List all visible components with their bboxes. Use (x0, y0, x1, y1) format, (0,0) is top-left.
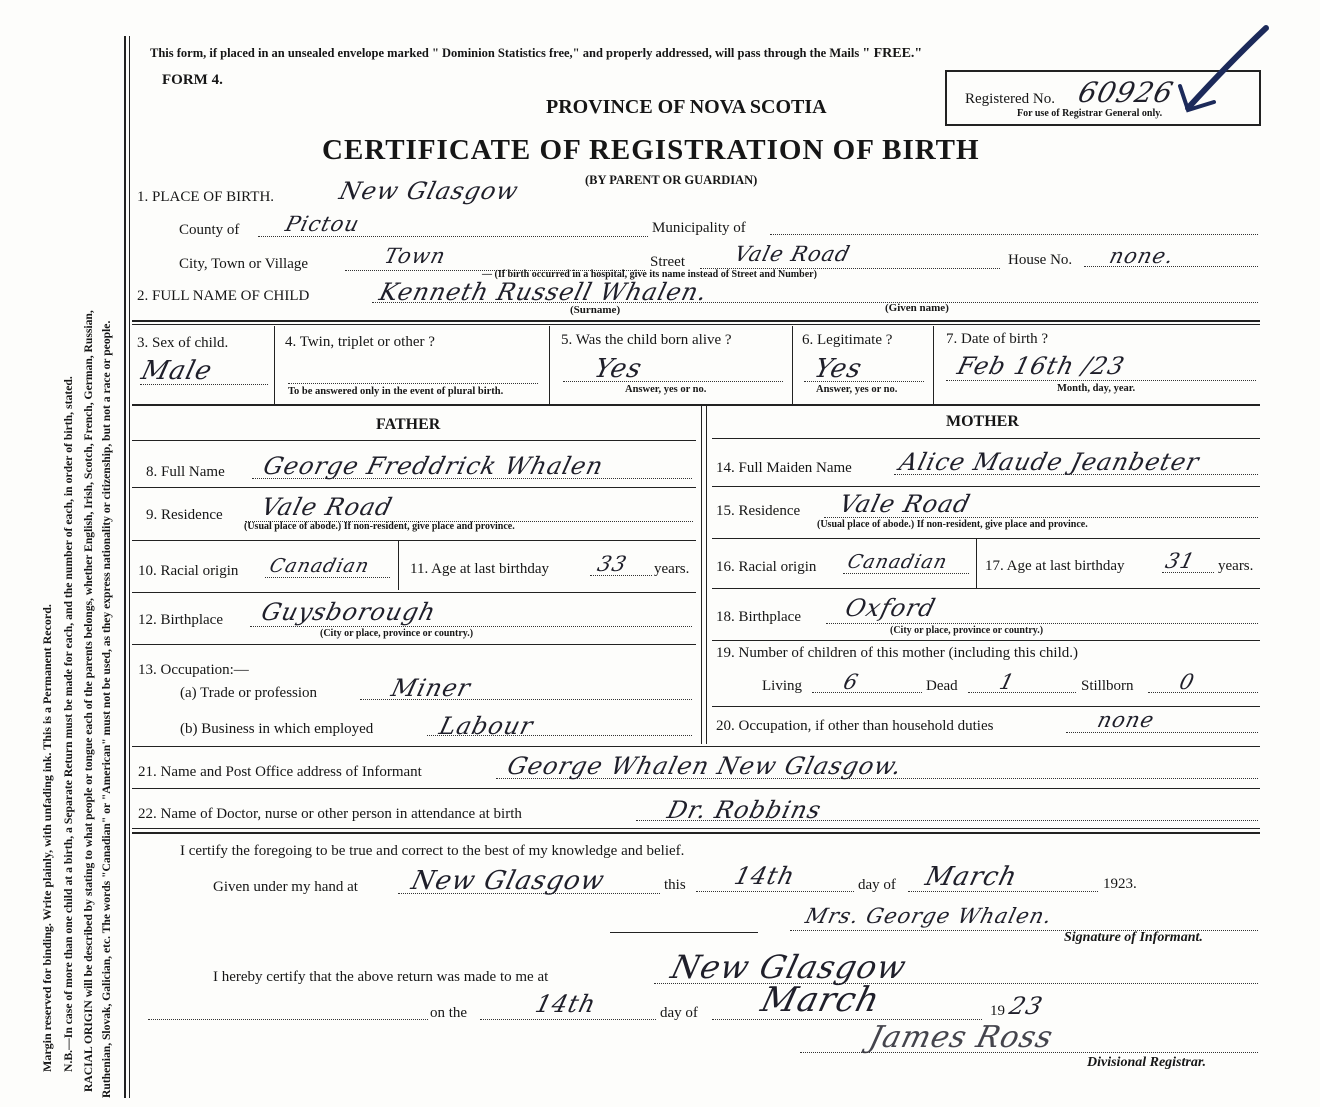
born-alive-note: Answer, yes or no. (625, 384, 707, 395)
certificate-subtitle: (BY PARENT OR GUARDIAN) (585, 173, 758, 187)
father-name-label: 8. Full Name (146, 464, 225, 480)
father-occupation-label: 13. Occupation:— (138, 662, 249, 678)
margin-rule-inner (129, 36, 130, 1098)
father-business-label: (b) Business in which employed (180, 721, 374, 737)
informant-label: 21. Name and Post Office address of Informant (138, 764, 422, 780)
mail-note: This form, if placed in an unsealed envelope marked " Dominion Statistics free," and properly addressed, will pass through the Mails " FREE." (150, 46, 923, 61)
day-of-label: day of (858, 877, 896, 893)
mother-birthplace-value: Oxford (842, 594, 939, 622)
hereby-place-value: New Glasgow (667, 948, 911, 986)
on-the-label: on the (430, 1005, 468, 1021)
legitimate-note: Answer, yes or no. (816, 384, 898, 395)
surname-note: (Surname) (570, 304, 621, 316)
county-label: County of (179, 222, 240, 238)
mother-racial-value: Canadian (845, 551, 950, 573)
mother-residence-value: Vale Road (836, 490, 974, 518)
county-value: Pictou (283, 212, 363, 236)
mother-living-value: 6 (841, 670, 862, 694)
year-prefix: 19 (990, 1003, 1005, 1019)
margin-rule (124, 36, 126, 1098)
mother-name-value: Alice Maude Jeanbeter (896, 448, 1203, 476)
informant-value: George Whalen New Glasgow. (504, 752, 906, 780)
date-of-birth-value: Feb 16th /23 (954, 352, 1128, 380)
house-number-value: none. (1107, 244, 1177, 268)
doctor-value: Dr. Robbins (664, 796, 825, 824)
certify-statement: I certify the foregoing to be true and correct to the best of my knowledge and belief. (180, 843, 685, 859)
child-name-value: Kenneth Russell Whalen. (376, 278, 711, 306)
father-birthplace-note: (City or place, province or country.) (320, 628, 474, 639)
given-day-value: 14th (731, 862, 799, 890)
father-heading: FATHER (376, 416, 441, 433)
legitimate-label: 6. Legitimate ? (802, 332, 893, 348)
registered-number: 60926 (1074, 76, 1178, 109)
doctor-label: 22. Name of Doctor, nurse or other person in attendance at birth (138, 806, 522, 822)
mother-stillborn-label: Stillborn (1081, 678, 1134, 694)
signature-label: Signature of Informant. (1064, 930, 1203, 945)
mother-occupation-label: 20. Occupation, if other than household duties (716, 718, 994, 734)
father-residence-note: (Usual place of abode.) If non-resident, give place and province. (244, 521, 515, 532)
given-under-label: Given under my hand at (213, 879, 358, 895)
mother-dead-label: Dead (926, 678, 958, 694)
check-mark-icon (1170, 22, 1280, 122)
father-birthplace-label: 12. Birthplace (138, 612, 223, 628)
mother-racial-label: 16. Racial origin (716, 559, 817, 575)
twin-note: To be answered only in the event of plural birth. (288, 386, 504, 397)
mother-age-label: 17. Age at last birthday (985, 558, 1125, 574)
given-year-value: 1923. (1103, 876, 1137, 892)
municipality-label: Municipality of (652, 220, 746, 236)
father-trade-value: Miner (388, 674, 474, 702)
father-racial-value: Canadian (267, 555, 372, 577)
form-number: FORM 4. (162, 72, 223, 88)
margin-note-binding: Margin reserved for binding. Write plainly, with unfading ink. This is a Permanent Record. (40, 604, 54, 1072)
mother-living-label: Living (762, 678, 802, 694)
born-alive-value: Yes (591, 354, 646, 384)
born-alive-label: 5. Was the child born alive ? (561, 332, 732, 348)
father-business-value: Labour (436, 712, 537, 740)
mother-name-label: 14. Full Maiden Name (716, 460, 852, 476)
father-residence-value: Vale Road (258, 493, 396, 521)
date-of-birth-note: Month, day, year. (1057, 383, 1136, 394)
house-number-label: House No. (1008, 252, 1073, 268)
hospital-note: — (If birth occurred in a hospital, give its name instead of Street and Number) (482, 269, 817, 280)
registered-label: Registered No. (965, 91, 1055, 107)
twin-label: 4. Twin, triplet or other ? (285, 334, 435, 350)
date-of-birth-label: 7. Date of birth ? (946, 331, 1049, 347)
mother-birthplace-note: (City or place, province or country.) (890, 625, 1044, 636)
father-years-label: years. (654, 561, 690, 577)
mother-children-label: 19. Number of children of this mother (including this child.) (716, 645, 1079, 661)
city-value: Town (382, 244, 449, 268)
sex-label: 3. Sex of child. (137, 335, 229, 351)
given-name-note: (Given name) (885, 302, 949, 314)
street-value: Vale Road (732, 242, 853, 266)
on-month-value: March (757, 980, 885, 1020)
on-year-value: 23 (1006, 992, 1047, 1020)
father-racial-label: 10. Racial origin (138, 563, 239, 579)
street-label: Street (650, 254, 685, 270)
father-age-value: 33 (595, 552, 630, 576)
mother-heading: MOTHER (946, 413, 1019, 430)
margin-note-nb: N.B.—In case of more than one child at a birth, a Separate Return must be made for each, and the number of each, in order of birth, stated. (62, 376, 75, 1072)
given-place-value: New Glasgow (408, 866, 608, 896)
day-of-label-2: day of (660, 1005, 698, 1021)
registrar-signature: James Ross (865, 1020, 1057, 1055)
place-of-birth-label: 1. PLACE OF BIRTH. (137, 189, 275, 205)
father-name-value: George Freddrick Whalen (260, 452, 607, 480)
informant-signature: Mrs. George Whalen. (803, 904, 1056, 928)
mother-residence-note: (Usual place of abode.) If non-resident, give place and province. (817, 519, 1088, 530)
place-of-birth-value: New Glasgow (336, 177, 522, 205)
mother-years-label: years. (1218, 558, 1254, 574)
registrar-note: For use of Registrar General only. (1017, 108, 1163, 119)
margin-note-racial: RACIAL ORIGIN will be described by stating to what people or tongue each of the parents belongs, whether English, Irish, Scotch, French, German, Russian, (82, 310, 95, 1092)
certificate-title: CERTIFICATE OF REGISTRATION OF BIRTH (322, 134, 980, 166)
child-name-label: 2. FULL NAME OF CHILD (137, 288, 310, 304)
mother-birthplace-label: 18. Birthplace (716, 609, 801, 625)
city-label: City, Town or Village (179, 256, 309, 272)
mother-age-value: 31 (1163, 549, 1198, 573)
divisional-registrar-label: Divisional Registrar. (1087, 1055, 1207, 1070)
margin-note-racial-2: Ruthenian, Slovak, Galician, etc. The words "Canadian" or "American" must not be used, as they express nationality or citizenship, but not a race or people. (100, 320, 113, 1098)
father-residence-label: 9. Residence (146, 507, 223, 523)
this-label: this (664, 877, 686, 893)
mother-dead-value: 1 (997, 670, 1018, 694)
on-day-value: 14th (532, 990, 600, 1018)
mother-stillborn-value: 0 (1177, 670, 1198, 694)
sex-value: Male (138, 356, 216, 386)
father-birthplace-value: Guysborough (258, 598, 440, 626)
hereby-certify-label: I hereby certify that the above return was made to me at (213, 969, 549, 985)
father-trade-label: (a) Trade or profession (180, 685, 318, 701)
province-heading: PROVINCE OF NOVA SCOTIA (546, 96, 827, 118)
mother-residence-label: 15. Residence (716, 503, 801, 519)
given-month-value: March (922, 862, 1021, 892)
father-age-label: 11. Age at last birthday (410, 561, 549, 577)
mother-occupation-value: none (1095, 708, 1158, 732)
legitimate-value: Yes (811, 354, 866, 384)
